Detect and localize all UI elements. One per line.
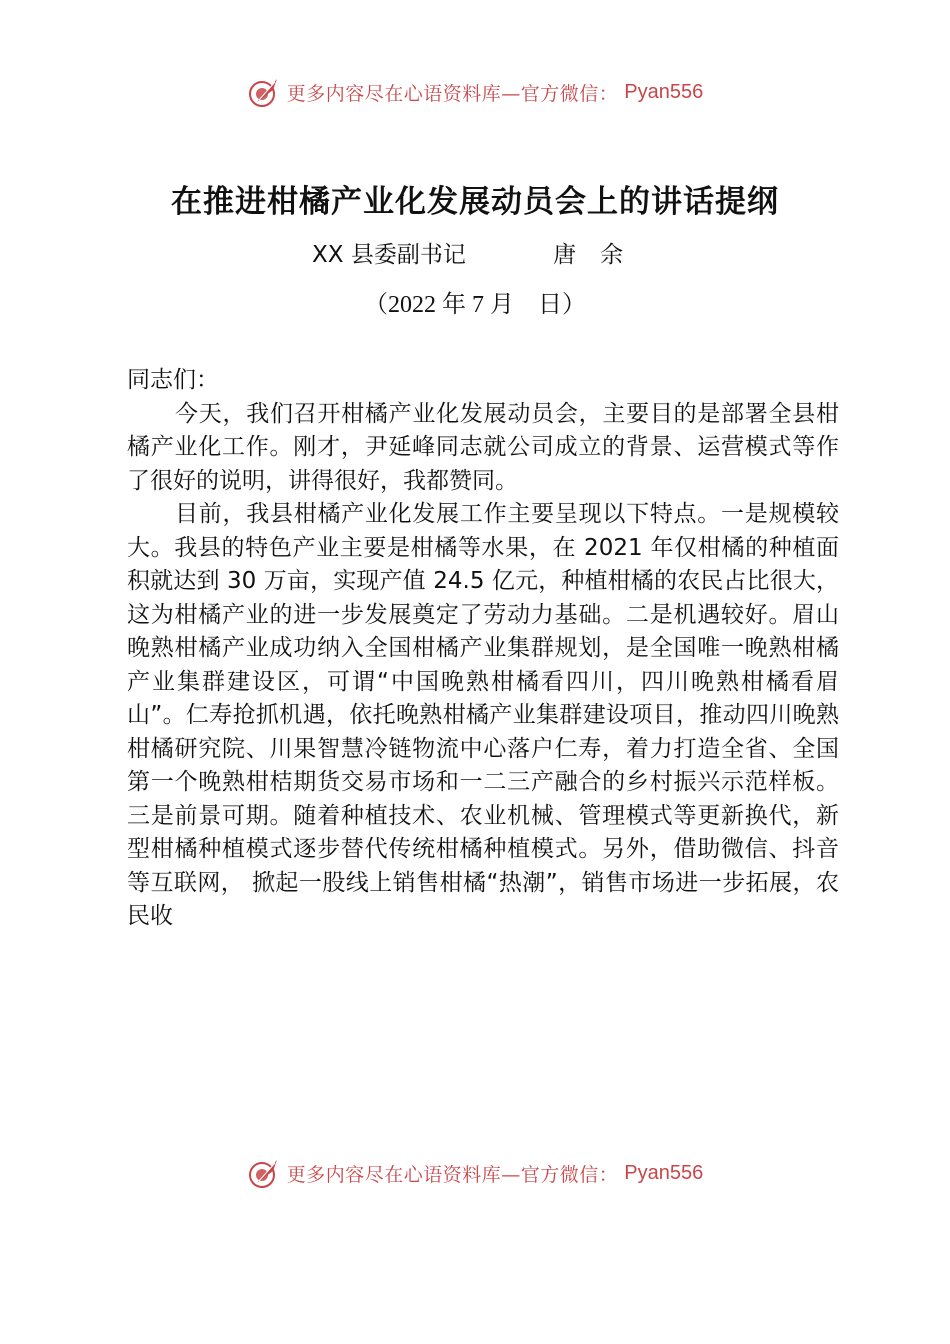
watermark-wechat-id: Pyan556 bbox=[624, 80, 704, 103]
watermark-banner-bottom bbox=[0, 1153, 950, 1193]
page-title: 在推进柑橘产业化发展动员会上的讲话提纲 bbox=[171, 184, 779, 220]
watermark-wechat-id: Pyan556 bbox=[624, 1161, 704, 1184]
salutation: 同志们： bbox=[127, 367, 219, 393]
watermark-text: 更多内容尽在心语资料库—官方微信： bbox=[286, 1163, 619, 1186]
author-name: 唐余 bbox=[553, 242, 648, 268]
speech-date: （2022 年 7 月 日） bbox=[364, 292, 586, 318]
watermark-text: 更多内容尽在心语资料库—官方微信： bbox=[286, 82, 619, 105]
quill-logo-icon bbox=[247, 1156, 281, 1190]
byline bbox=[312, 236, 647, 269]
paragraph: 目前，我县柑橘产业化发展工作主要呈现以下特点。一是规模较大。我县的特色产业主要是柑橘等水果，在 2021 年仅柑橘的种植面积就达到 30 万亩，实现产值 24.5 亿元，种植柑橘的农民占比很大，这为柑橘产业的进一步发展奠定了劳动力基础。二是机遇较好。眉山晚熟柑橘产业成功纳入全国柑橘产业集群规划，是全国唯一晚熟柑橘产业集群建设区，可谓“中国晚熟柑橘看四川，四川晚熟柑橘看眉山”。仁寿抢抓机遇，依托晚熟柑橘产业集群建设项目，推动四川晚熟柑橘研究院、川果智慧冷链物流中心落户仁寿，着力打造全省、全国第一个晚熟柑桔期货交易市场和一二三产融合的乡村振兴示范样板。三是前景可期。随着种植技术、农业机械、管理模式等更新换代，新型柑橘种植模式逐步替代传统柑橘种植模式。另外，借助微信、抖音等互联网， 掀起一股线上销售柑橘“热潮”，销售市场进一步拓展，农民收 bbox=[127, 501, 839, 929]
paragraph: 今天，我们召开柑橘产业化发展动员会，主要目的是部署全县柑橘产业化工作。刚才，尹延峰同志就公司成立的背景、运营模式等作了很好的说明，讲得很好，我都赞同。 bbox=[127, 400, 839, 494]
author-position: XX 县委副书记 bbox=[312, 242, 466, 268]
watermark-banner-top bbox=[0, 72, 950, 112]
speech-body bbox=[127, 364, 839, 934]
quill-logo-icon bbox=[247, 75, 281, 109]
